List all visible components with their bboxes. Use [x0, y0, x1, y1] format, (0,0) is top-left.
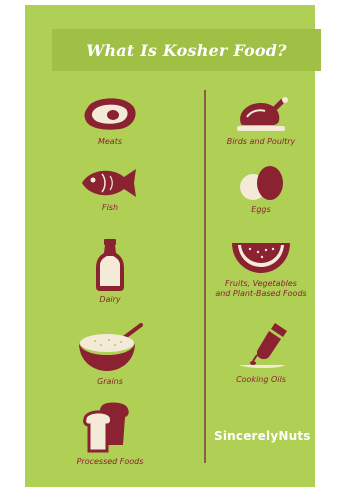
food-item-eggs: [201, 165, 321, 215]
watermelon-icon: [228, 239, 294, 277]
food-item-fruits: [201, 239, 321, 299]
food-item-dairy: [50, 237, 170, 305]
label-dairy: Dairy: [99, 295, 121, 304]
steak-icon: [80, 95, 140, 135]
label-poultry: Birds and Poultry: [226, 137, 296, 146]
eggs-icon: [229, 165, 293, 203]
label-fish: Fish: [101, 203, 119, 212]
fish-icon: [78, 165, 142, 201]
label-meats: Meats: [97, 137, 123, 146]
milk-bottle-icon: [90, 237, 130, 293]
label-eggs: Eggs: [251, 205, 271, 214]
label-fruits: Fruits, Vegetables and Plant-Based Foods: [215, 279, 307, 298]
bread-slices-icon: [79, 401, 141, 455]
title-banner: [52, 29, 321, 71]
food-item-oils: [201, 321, 321, 385]
poster-title: What Is Kosher Food?: [86, 40, 287, 60]
label-grains: Grains: [97, 377, 123, 386]
infographic-poster: [25, 5, 315, 487]
roast-chicken-icon: [229, 91, 293, 135]
grain-bowl-icon: [75, 323, 145, 375]
food-item-poultry: [201, 91, 321, 147]
food-item-grains: [50, 323, 170, 387]
brand-logo-text: SincerelyNuts: [214, 429, 311, 443]
oil-bottle-icon: [229, 321, 293, 373]
food-item-processed: [50, 401, 170, 467]
label-processed: Processed Foods: [76, 457, 144, 466]
food-item-meats: [50, 95, 170, 147]
label-oils: Cooking Oils: [236, 375, 286, 384]
food-item-fish: [50, 165, 170, 213]
